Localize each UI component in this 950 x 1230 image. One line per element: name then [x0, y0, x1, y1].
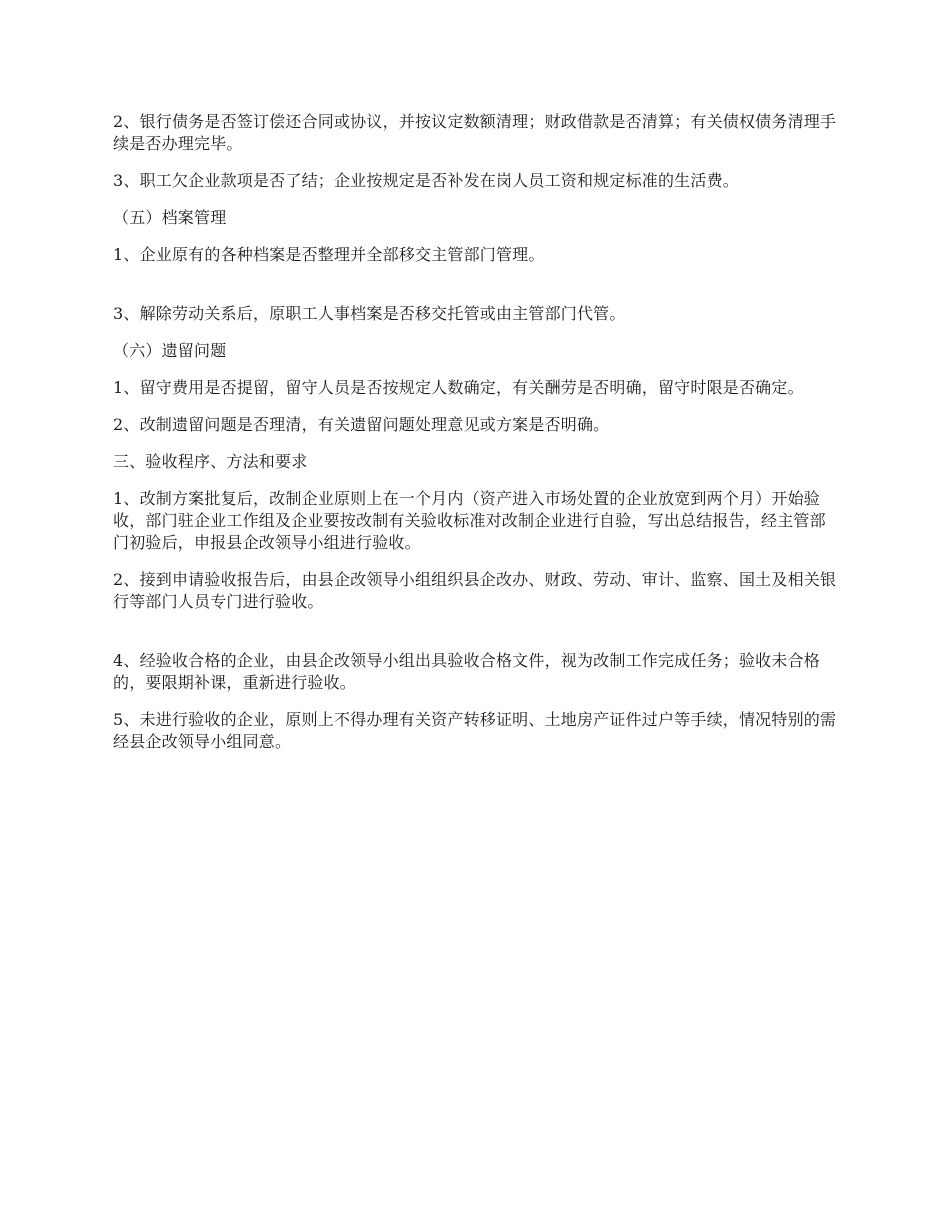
paragraph-unaccepted-enterprises: 5、未进行验收的企业，原则上不得办理有关资产转移证明、土地房产证件过户等手续，情况特别的需经县企改领导小组同意。 — [113, 710, 837, 751]
paragraph-caretaker-fees: 1、留守费用是否提留，留守人员是否按规定人数确定，有关酬劳是否明确，留守时限是否确定。 — [113, 378, 804, 397]
paragraph-legacy-issues: 2、改制遗留问题是否理清，有关遗留问题处理意见或方案是否明确。 — [113, 415, 610, 434]
document-body — [113, 111, 838, 768]
paragraph-employee-debt: 3、职工欠企业款项是否了结；企业按规定是否补发在岗人员工资和规定标准的生活费。 — [113, 171, 739, 190]
paragraph-archives-transfer: 1、企业原有的各种档案是否整理并全部移交主管部门管理。 — [113, 245, 545, 264]
paragraph-acceptance-organization: 2、接到申请验收报告后，由县企改领导小组组织县企改办、财政、劳动、审计、监察、国土及相关银行等部门人员专门进行验收。 — [113, 570, 837, 611]
section-heading-legacy-issues: （六）遗留问题 — [113, 341, 227, 360]
paragraph-acceptance-result: 4、经验收合格的企业，由县企改领导小组出具验收合格文件，视为改制工作完成任务；验收未合格的，要限期补课，重新进行验收。 — [113, 651, 820, 692]
section-heading-acceptance-procedure: 三、验收程序、方法和要求 — [113, 452, 308, 471]
paragraph-bank-debt: 2、银行债务是否签订偿还合同或协议，并按议定数额清理；财政借款是否清算；有关债权债务清理手续是否办理完毕。 — [113, 112, 837, 153]
section-heading-archives: （五）档案管理 — [113, 208, 227, 227]
paragraph-acceptance-start: 1、改制方案批复后，改制企业原则上在一个月内（资产进入市场处置的企业放宽到两个月）开始验收，部门驻企业工作组及企业要按改制有关验收标准对改制企业进行自验，写出总结报告，经主管部门初验后，申报县企改领导小组进行验收。 — [113, 489, 826, 552]
paragraph-personnel-files: 3、解除劳动关系后，原职工人事档案是否移交托管或由主管部门代管。 — [113, 304, 626, 323]
